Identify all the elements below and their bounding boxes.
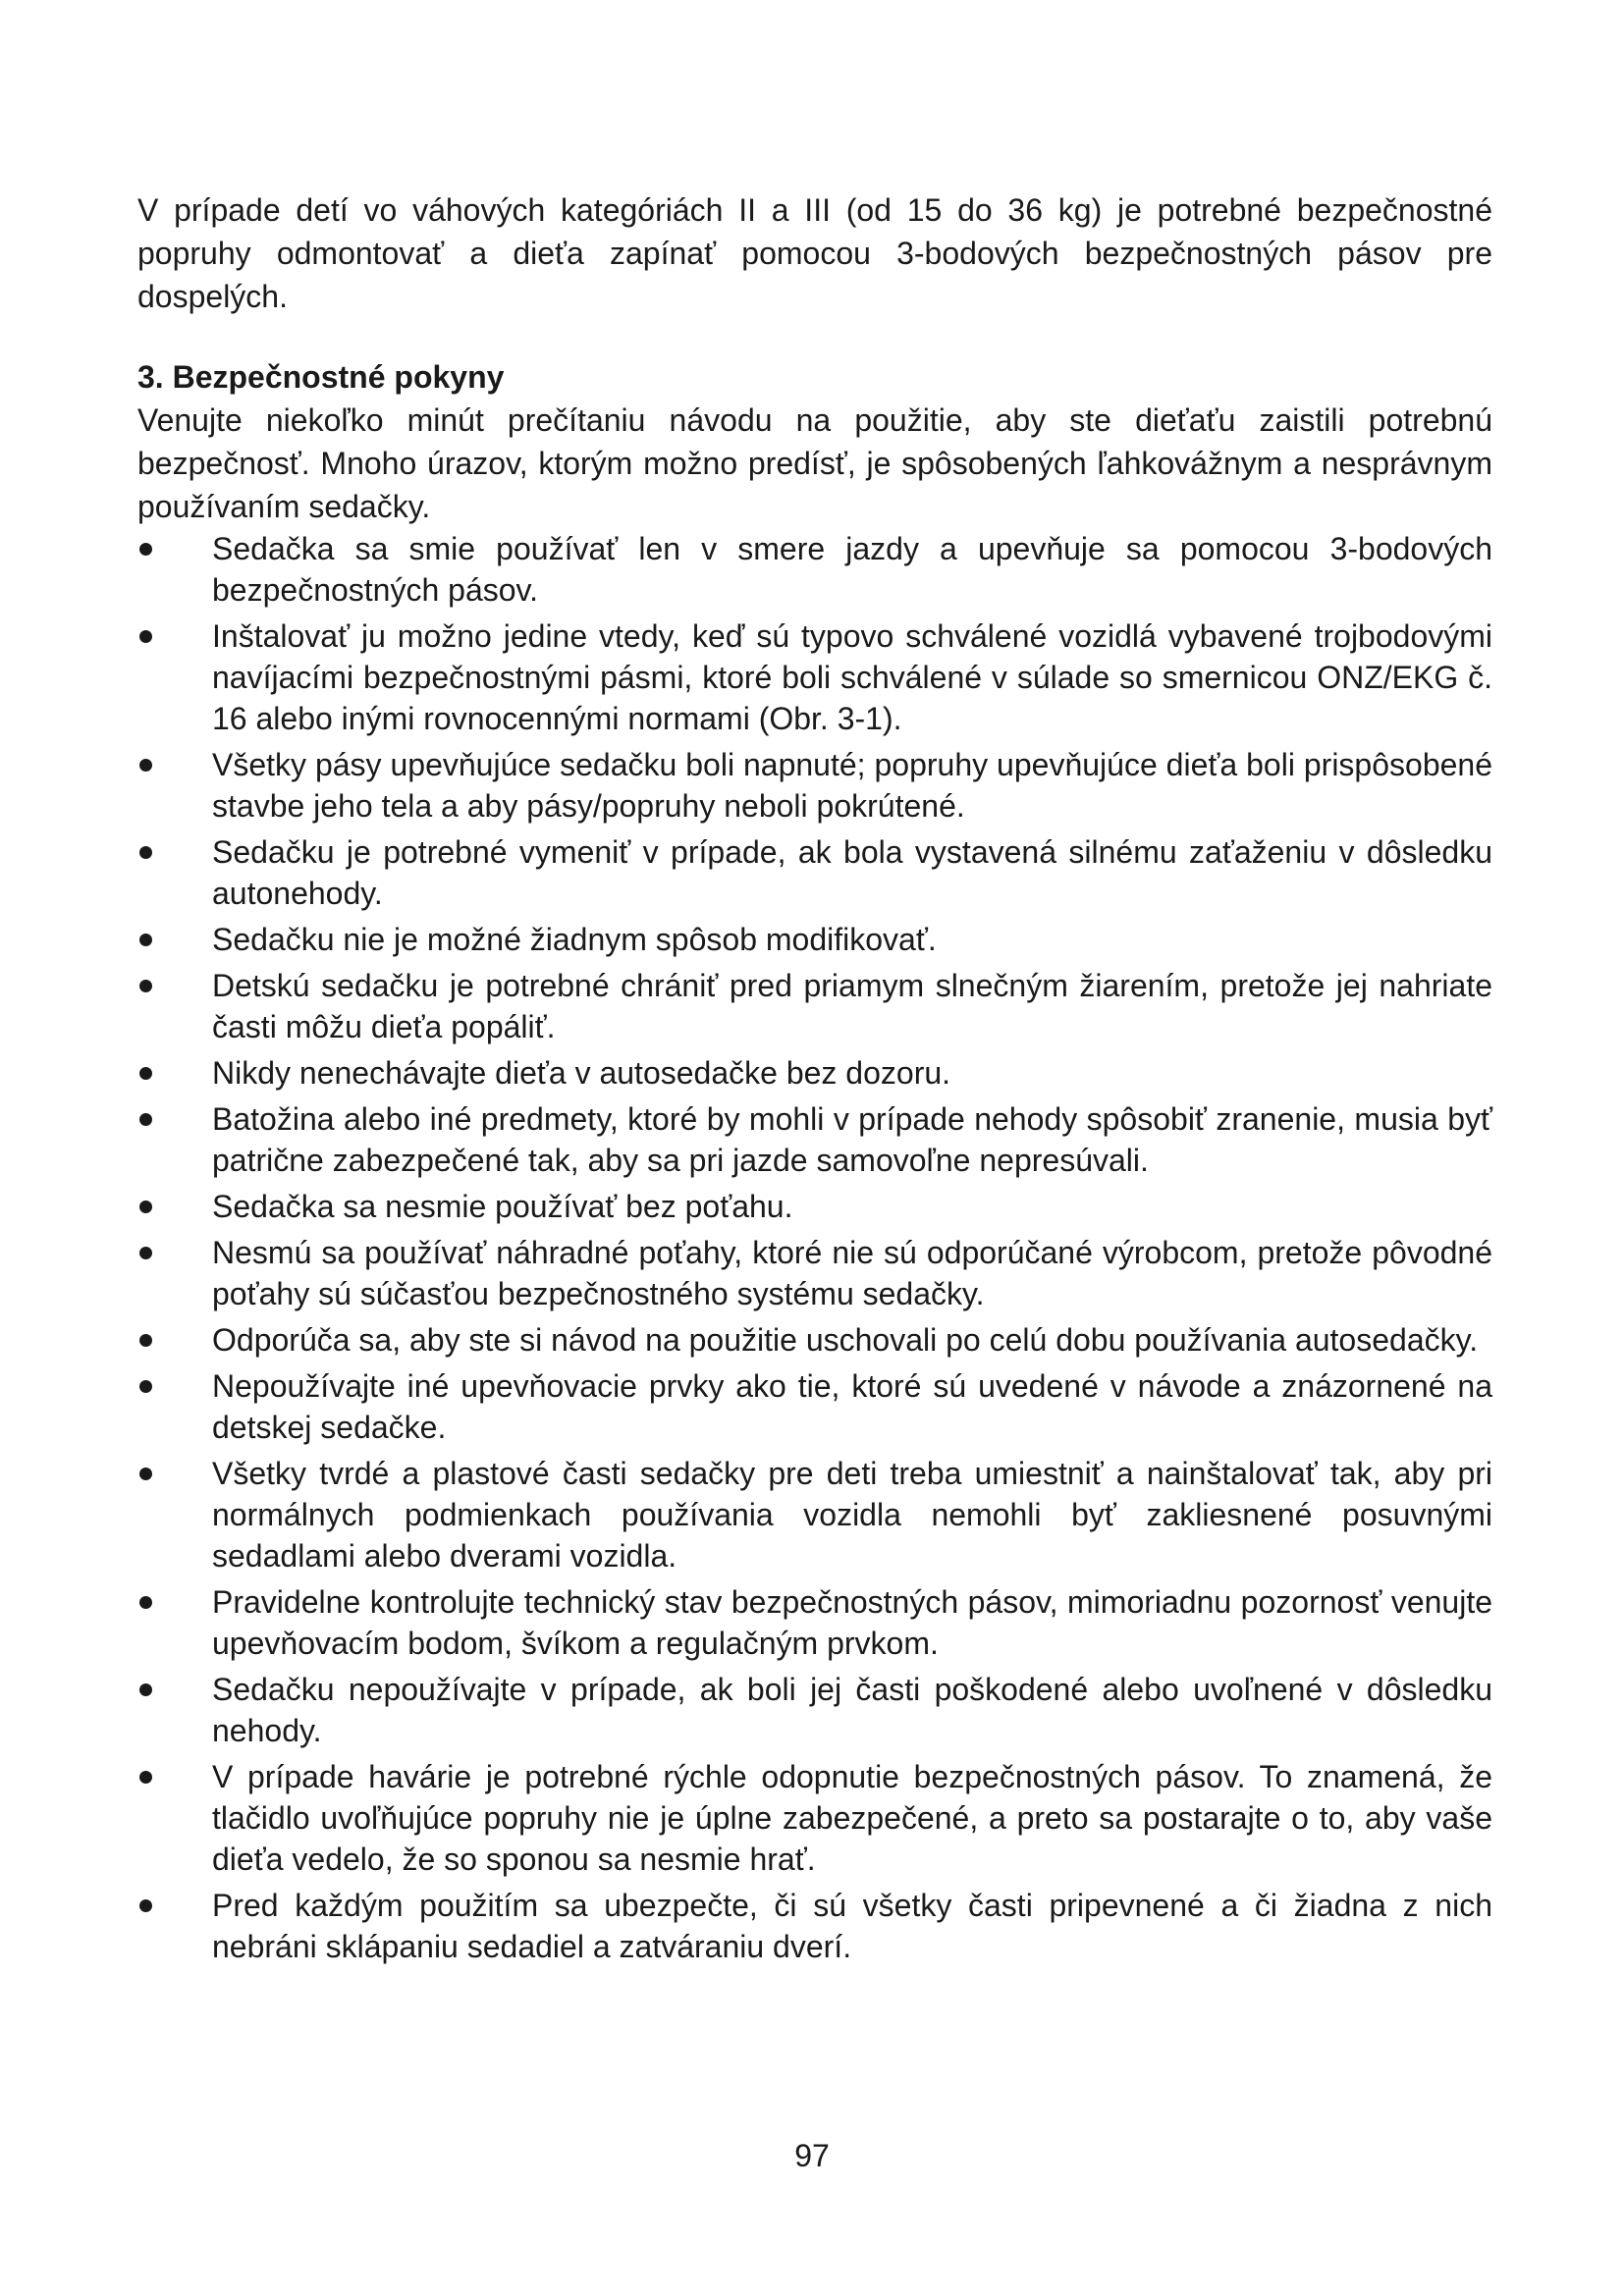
list-item-text: V prípade havárie je potrebné rýchle odopnutie bezpečnostných pásov. To znamená, že tlačidlo uvoľňujúce popruhy nie je úplne zabezpečené, a preto sa postarajte o to, aby vaše dieťa vedelo, že so sponou sa nesmie hrať. [212,1759,1492,1877]
intro-paragraph: V prípade detí vo váhových kategóriách II a III (od 15 do 36 kg) je potrebné bezpečnostné popruhy odmontovať a dieťa zapínať pomocou 3-bodových bezpečnostných pásov pre dospelých. [137,192,1492,314]
list-item [137,1232,1492,1314]
list-item-text: Nikdy nenechávajte dieťa v autosedačke bez dozoru. [212,1055,951,1091]
list-item-text: Všetky tvrdé a plastové časti sedačky pre deti treba umiestniť a nainštalovať tak, aby pri normálnych podmienkach používania vozidla nemohli byť zakliesnené posuvnými sedadlami alebo dverami vozidla. [212,1456,1492,1574]
list-item-text: Všetky pásy upevňujúce sedačku boli napnuté; popruhy upevňujúce dieťa boli prispôsobené stavbe jeho tela a aby pásy/popruhy neboli pokrútené. [212,747,1492,824]
list-item [137,965,1492,1047]
list-item-text: Sedačka sa smie používať len v smere jazdy a upevňuje sa pomocou 3-bodových bezpečnostných pásov. [212,531,1492,608]
list-item [137,1581,1492,1664]
list-item-text: Pred každým použitím sa ubezpečte, či sú všetky časti pripevnené a či žiadna z nich nebráni sklápaniu sedadiel a zatváraniu dverí. [212,1888,1492,1964]
list-item [137,919,1492,960]
section-paragraph: Venujte niekoľko minút prečítaniu návodu na použitie, aby ste dieťaťu zaistili potrebnú bezpečnosť. Mnoho úrazov, ktorým možno predísť, je spôsobených ľahkovážnym a nesprávnym používaním sedačky. [137,402,1492,524]
bullet-icon [139,543,152,556]
list-item-text: Batožina alebo iné predmety, ktoré by mohli v prípade nehody spôsobiť zranenie, musia byť patrične zabezpečené tak, aby sa pri jazde samovoľne nepresúvali. [212,1101,1492,1178]
safety-instructions-list [137,528,1492,1967]
document-page [137,188,1492,1972]
list-item [137,1453,1492,1576]
bullet-icon [139,1899,152,1912]
list-item-text: Sedačku je potrebné vymeniť v prípade, ak bola vystavená silnému zaťaženiu v dôsledku autonehody. [212,834,1492,911]
list-item [137,1669,1492,1751]
bullet-icon [139,1771,152,1784]
bullet-icon [139,1468,152,1480]
bullet-icon [139,846,152,859]
list-item-text: Odporúča sa, aby ste si návod na použitie uschovali po celú dobu používania autosedačky. [212,1322,1479,1358]
page-number: 97 [794,2138,830,2173]
bullet-icon [139,1067,152,1080]
list-item-text: Inštalovať ju možno jedine vtedy, keď sú typovo schválené vozidlá vybavené trojbodovými navíjacími bezpečnostnými pásmi, ktoré boli schválené v súlade so smernicou ONZ/EKG č. 16 alebo inými rovnocennými normami (Obr. 3-1). [212,618,1492,736]
list-item-text: Sedačku nie je možné žiadnym spôsob modifikovať. [212,922,937,957]
bullet-icon [139,934,152,946]
list-item [137,1098,1492,1181]
bullet-icon [139,1596,152,1609]
bullet-icon [139,1113,152,1126]
bullet-icon [139,759,152,772]
section-heading: 3. Bezpečnostné pokyny [137,359,505,395]
list-item [137,615,1492,739]
list-item [137,1319,1492,1361]
list-item [137,831,1492,914]
list-item-text: Sedačku nepoužívajte v prípade, ak boli jej časti poškodené alebo uvoľnené v dôsledku nehody. [212,1672,1492,1748]
bullet-icon [139,980,152,992]
list-item-text: Nesmú sa používať náhradné poťahy, ktoré nie sú odporúčané výrobcom, pretože pôvodné poťahy sú súčasťou bezpečnostného systému sedačky. [212,1235,1492,1311]
bullet-icon [139,1334,152,1347]
list-item-text: Sedačka sa nesmie používať bez poťahu. [212,1189,793,1224]
list-item [137,1756,1492,1880]
list-item-text: Detskú sedačku je potrebné chrániť pred priamym slnečným žiarením, pretože jej nahriate časti môžu dieťa popáliť. [212,968,1492,1044]
bullet-icon [139,1201,152,1213]
list-item [137,1186,1492,1227]
list-item-text: Pravidelne kontrolujte technický stav bezpečnostných pásov, mimoriadnu pozornosť venujte upevňovacím bodom, švíkom a regulačným prvkom. [212,1584,1492,1661]
list-item [137,744,1492,827]
list-item [137,528,1492,611]
bullet-icon [139,1380,152,1393]
bullet-icon [139,630,152,643]
bullet-icon [139,1683,152,1696]
list-item [137,1365,1492,1448]
list-item-text: Nepoužívajte iné upevňovacie prvky ako tie, ktoré sú uvedené v návode a znázornené na detskej sedačke. [212,1368,1492,1445]
bullet-icon [139,1247,152,1259]
list-item [137,1052,1492,1094]
list-item [137,1885,1492,1967]
